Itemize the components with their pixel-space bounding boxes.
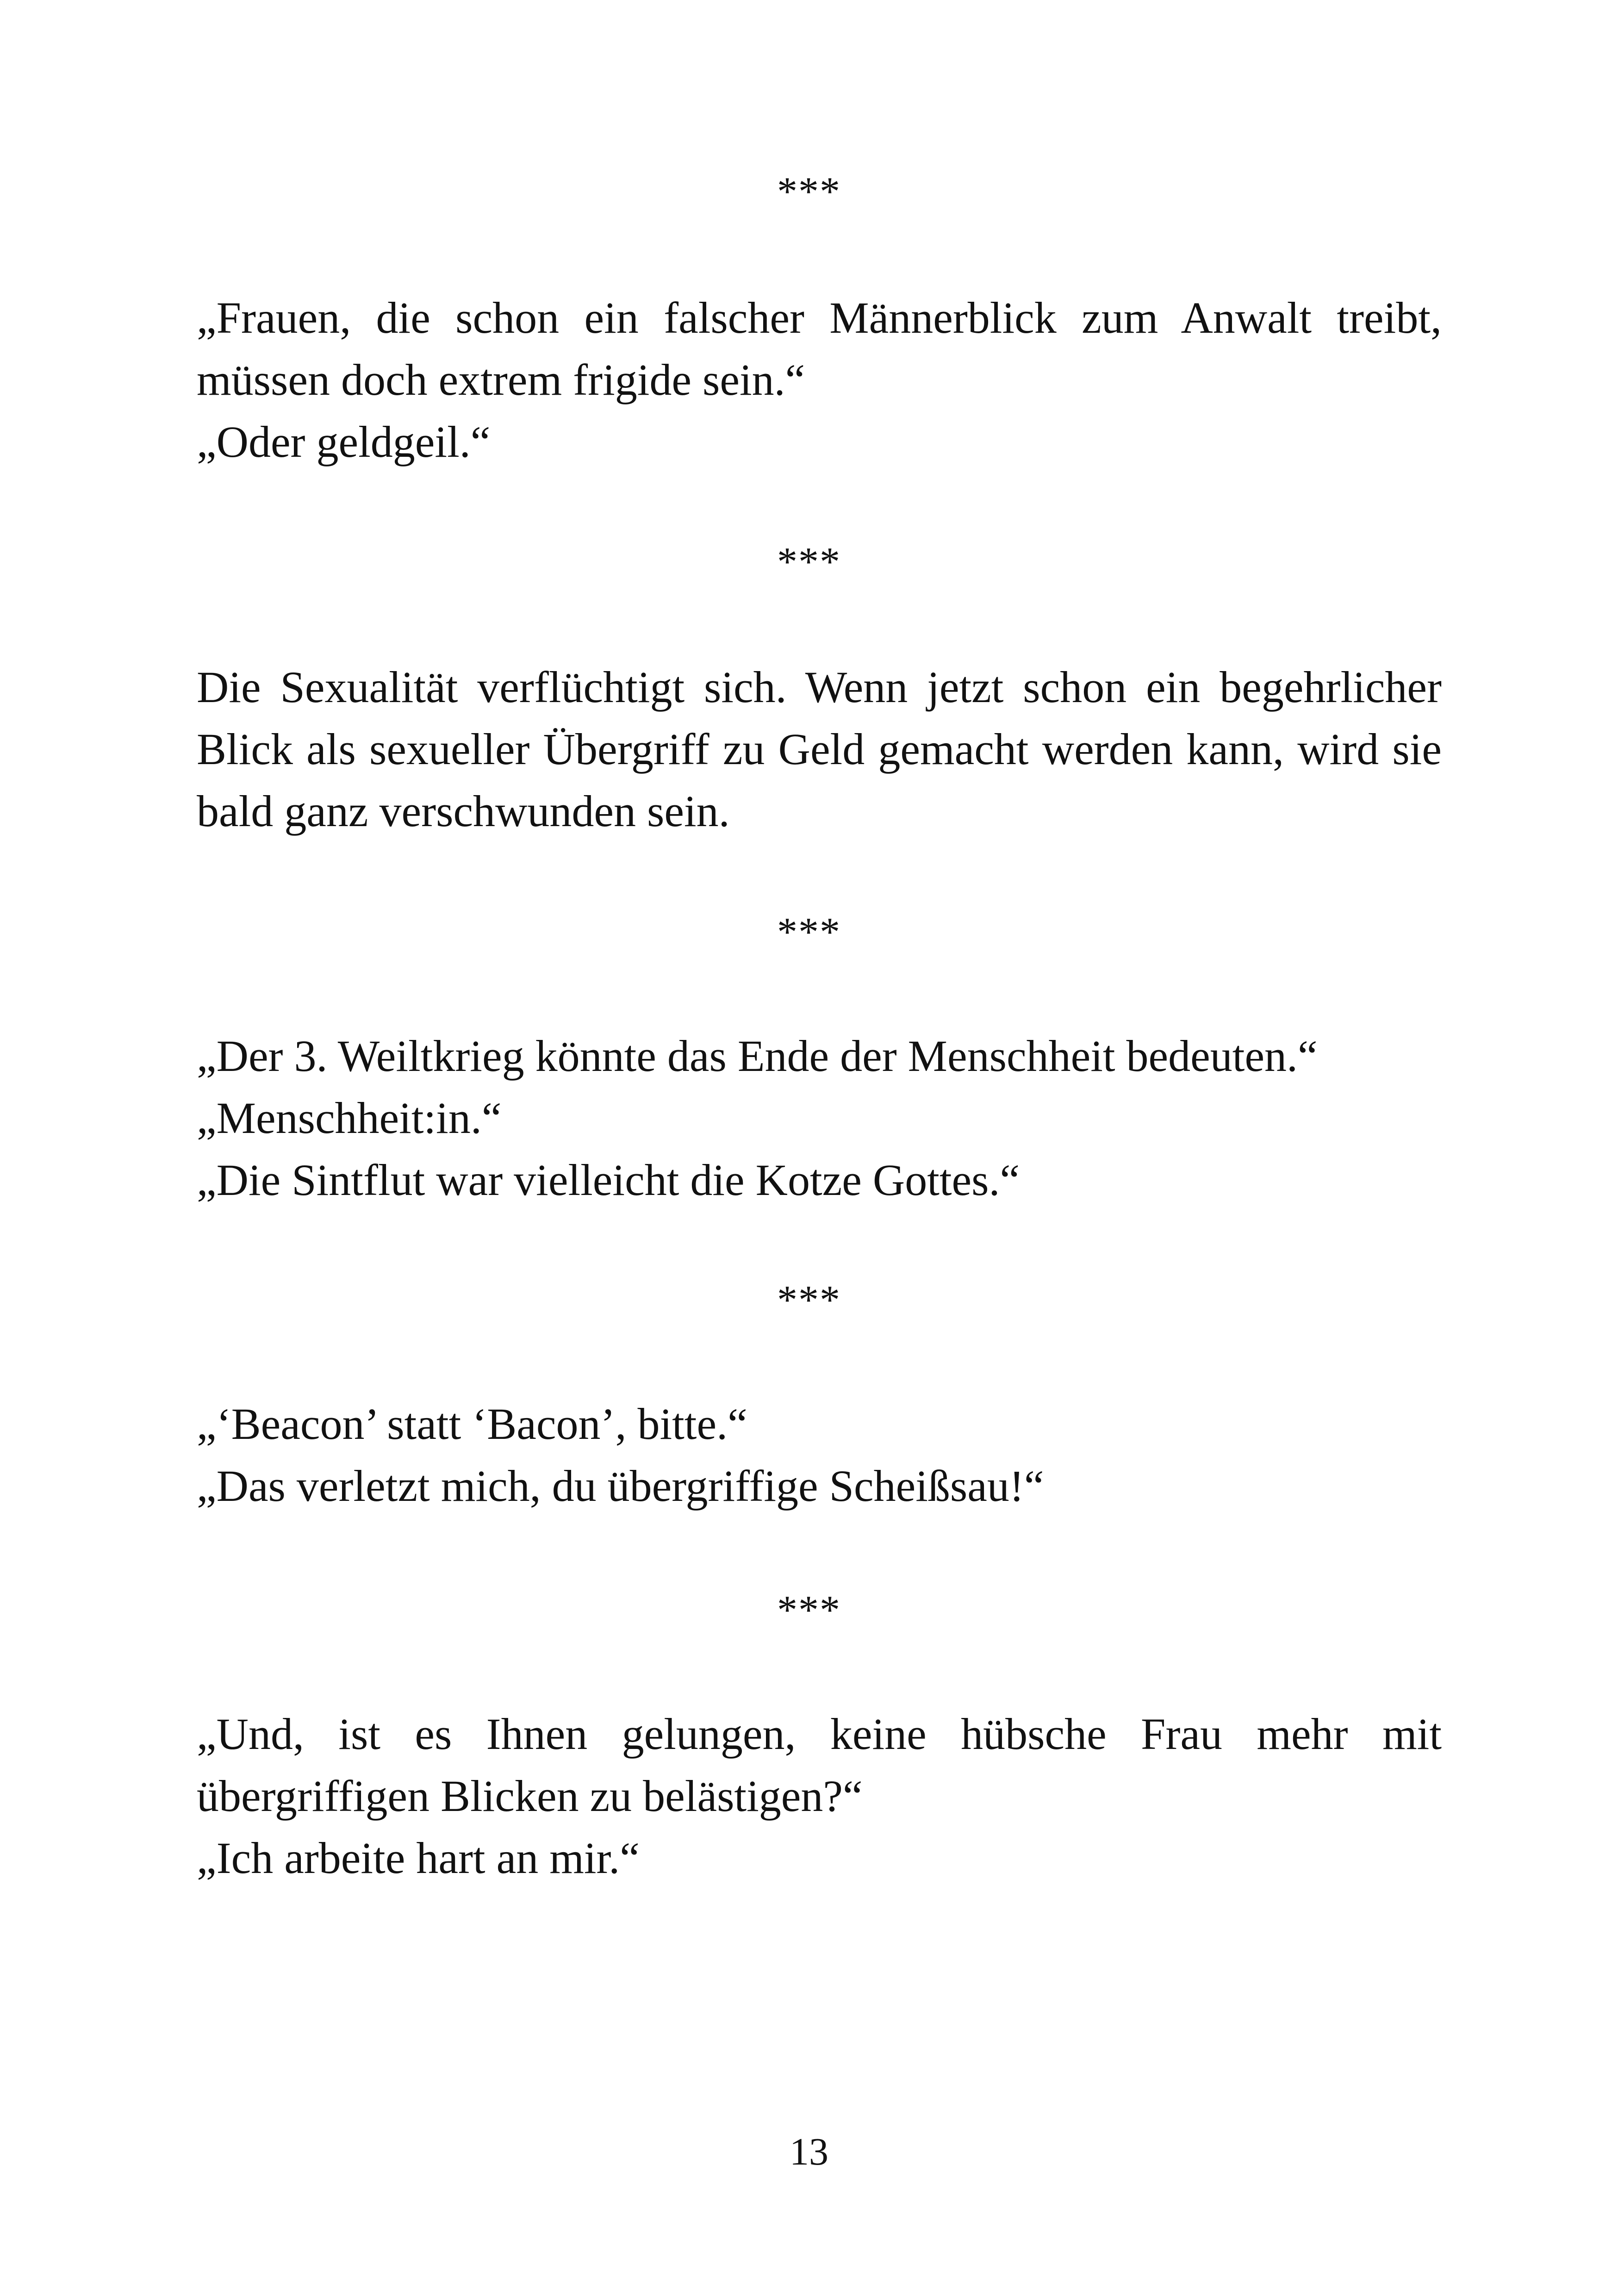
paragraph: „Das verletzt mich, du übergriffige Scheißsau!“: [197, 1461, 1044, 1511]
paragraph: „Und, ist es Ihnen gelungen, keine hübsche Frau mehr mit übergriffigen Blicken zu belästigen?“: [197, 1709, 1442, 1821]
section-2: [197, 656, 1442, 842]
paragraph: „‘Beacon’ statt ‘Bacon’, bitte.“: [197, 1399, 747, 1449]
section-4: [197, 1393, 1442, 1517]
section-separator: ***: [777, 1278, 841, 1323]
section-1: [197, 287, 1442, 473]
paragraph: „Menschheit:in.“: [197, 1093, 502, 1143]
section-3: [197, 1025, 1442, 1211]
paragraph: „Der 3. Weiltkrieg könnte das Ende der Menschheit bedeuten.“: [197, 1031, 1318, 1081]
paragraph: „Oder geldgeil.“: [197, 417, 491, 467]
paragraph: Die Sexualität verflüchtigt sich. Wenn jetzt schon ein begehrlicher Blick als sexueller Übergriff zu Geld gemacht werden kann, wird sie bald ganz verschwunden sein.: [197, 662, 1442, 836]
paragraph: „Die Sintflut war vielleicht die Kotze Gottes.“: [197, 1155, 1020, 1205]
section-separator: ***: [777, 1588, 841, 1633]
section-separator: ***: [777, 910, 841, 955]
section-5: [197, 1703, 1442, 1889]
paragraph: „Frauen, die schon ein falscher Männerblick zum Anwalt treibt, müssen doch extrem frigide sein.“: [197, 293, 1442, 404]
section-separator: ***: [777, 540, 841, 585]
page-number: 13: [790, 2130, 828, 2173]
section-separator: ***: [777, 169, 841, 214]
paragraph: „Ich arbeite hart an mir.“: [197, 1833, 640, 1883]
